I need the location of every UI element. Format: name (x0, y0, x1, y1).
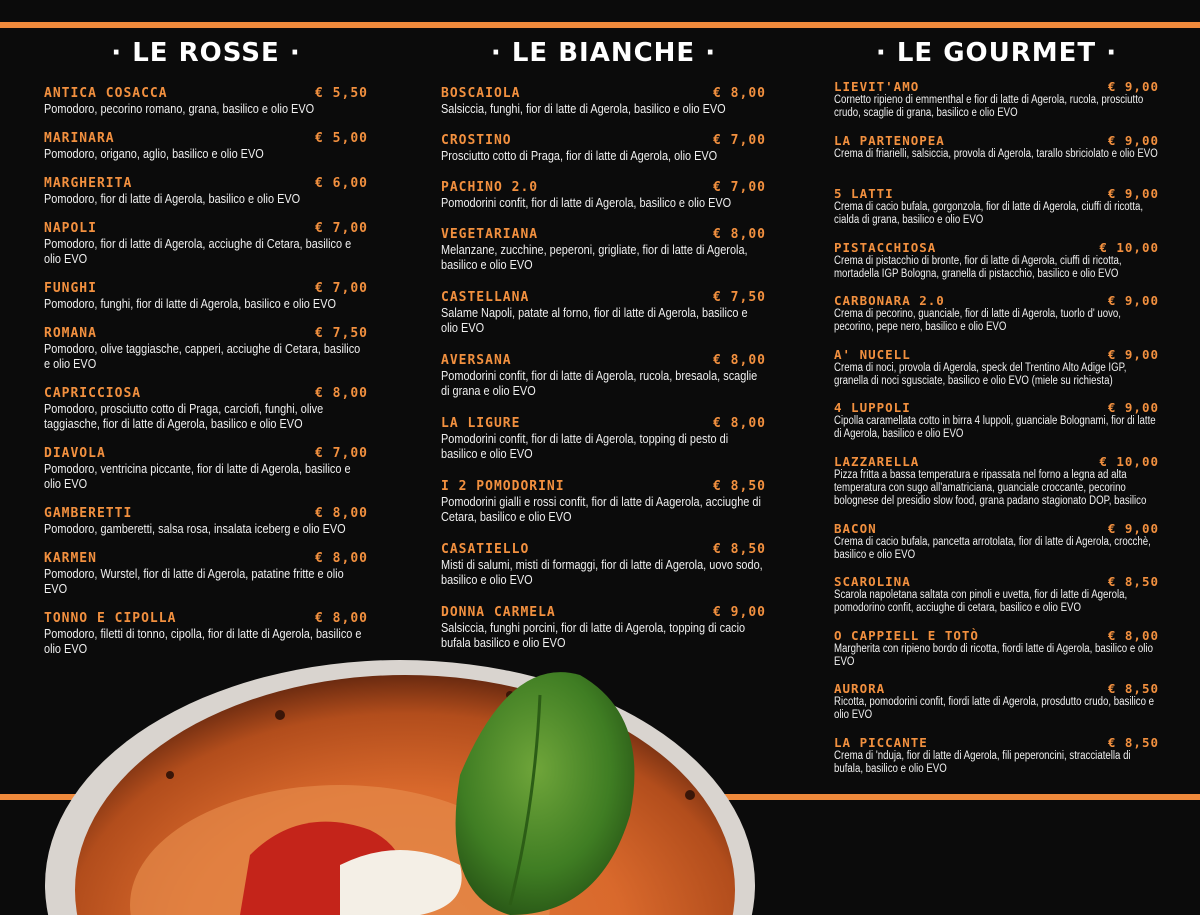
item-description: Pomodorini confit, fior di latte di Agerola, topping di pesto di basilico e olio EVO (441, 431, 729, 461)
item-name: FUNGHI (44, 281, 97, 296)
item-description: Crema di 'nduja, fior di latte di Agerola, fili peperoncini, stracciatella di bufala, basilico e olio EVO (834, 749, 1131, 775)
item-price: € 5,00 (315, 131, 368, 146)
item-price: € 9,00 (1107, 186, 1159, 201)
menu-item (44, 611, 368, 671)
item-name: LA LIGURE (441, 416, 521, 431)
item-name: LAZZARELLA (834, 453, 920, 469)
item-price: € 8,00 (315, 386, 368, 401)
item-price: € 8,50 (713, 479, 766, 494)
item-description: Pomodoro, filetti di tonno, cipolla, fior di latte di Agerola, basilico e olio EVO (44, 626, 362, 656)
item-description: Crema di pecorino, guanciale, fior di latte di Agerola, tuorlo d' uovo, pecorino, pepe nero, basilico e olio EVO (834, 308, 1121, 334)
item-name: A' NUCELL (834, 346, 911, 362)
item-description: Pomodoro, gamberetti, salsa rosa, insalata iceberg e olio EVO (44, 521, 346, 536)
item-name: MARGHERITA (44, 176, 133, 191)
item-name: CASATIELLO (441, 542, 530, 557)
item-name: DONNA CARMELA (441, 605, 556, 620)
menu-item (44, 221, 368, 281)
item-description: Pomodoro, funghi, fior di latte di Agerola, basilico e olio EVO (44, 296, 336, 311)
item-price: € 8,50 (1107, 574, 1159, 589)
item-description: Pomodorini gialli e rossi confit, fior di latte di Aagerola, acciughe di Cetara, basilico e olio EVO (441, 494, 761, 524)
item-price: € 9,00 (713, 605, 766, 620)
item-name: O CAPPIELL E TOTÒ (834, 627, 979, 643)
menu-item (834, 522, 1159, 576)
item-price: € 7,00 (315, 281, 368, 296)
item-name: PISTACCHIOSA (834, 239, 937, 255)
menu-item (834, 629, 1159, 683)
item-price: € 8,00 (315, 551, 368, 566)
item-price: € 8,00 (1107, 627, 1159, 643)
item-description: Misti di salumi, misti di formaggi, fior di latte di Agerola, uovo sodo, basilico e olio EVO (441, 557, 763, 587)
section-title: · LE BIANCHE · (490, 38, 717, 68)
item-name: LA PARTENOPEA (834, 132, 945, 148)
menu-item (44, 446, 368, 506)
item-description: Crema di cacio bufala, gorgonzola, fior di latte di Agerola, ciuffi di ricotta, cialda di grana, basilico e olio EVO (834, 201, 1144, 227)
item-name: DIAVOLA (44, 446, 106, 461)
item-price: € 7,00 (713, 133, 766, 148)
item-price: € 8,00 (713, 416, 766, 431)
item-price: € 8,00 (315, 506, 368, 521)
item-price: € 9,00 (1107, 520, 1159, 536)
item-name: ROMANA (44, 326, 97, 341)
item-name: BACON (834, 520, 877, 536)
menu-item (834, 80, 1159, 134)
menu-item (44, 176, 368, 221)
item-price: € 9,00 (1107, 400, 1159, 415)
item-description: Pomodoro, fior di latte di Agerola, acciughe di Cetara, basilico e olio EVO (44, 236, 352, 266)
item-name: KARMEN (44, 551, 97, 566)
item-description: Crema di pistacchio di bronte, fior di latte di Agerola, ciuffi di ricotta, mortadella IGP Bologna, granella di pistacchio, basilico e olio EVO (834, 254, 1122, 280)
item-name: AURORA (834, 681, 886, 696)
item-description: Pomodoro, ventricina piccante, fior di latte di Agerola, basilico e olio EVO (44, 461, 351, 491)
item-name: CROSTINO (441, 133, 512, 148)
item-price: € 6,00 (315, 176, 368, 191)
item-description: Salsiccia, funghi porcini, fior di latte di Agerola, topping di cacio bufala basilico e olio EVO (441, 620, 746, 650)
item-price: € 7,00 (713, 180, 766, 195)
menu-item (441, 479, 766, 542)
menu-item (834, 187, 1159, 241)
item-price: € 9,00 (1107, 293, 1159, 308)
item-price: € 8,50 (1107, 681, 1159, 696)
item-price: € 8,00 (713, 227, 766, 242)
item-name: LA PICCANTE (834, 734, 928, 750)
menu-item (441, 416, 766, 479)
item-description: Pomodoro, olive taggiasche, capperi, acciughe di Cetara, basilico e olio EVO (44, 341, 361, 371)
item-price: € 5,50 (315, 86, 368, 101)
menu-item (834, 575, 1159, 629)
item-description: Pizza fritta a bassa temperatura e ripassata nel forno a legna ad alta temperatura con sugo all'amatriciana, guanciale croccante, pecorino bolognese del presidio slow food, grana padano stagionato DOP, basilico (834, 468, 1147, 508)
item-price: € 8,50 (1107, 734, 1159, 750)
menu-item (834, 294, 1159, 348)
item-name: BOSCAIOLA (441, 86, 521, 101)
menu-item (44, 326, 368, 386)
menu-item (834, 134, 1159, 188)
item-description: Prosciutto cotto di Praga, fior di latte di Agerola, olio EVO (441, 148, 718, 163)
menu-item (44, 281, 368, 326)
item-name: SCAROLINA (834, 574, 911, 589)
menu-item (441, 605, 766, 668)
menu-item (441, 290, 766, 353)
item-price: € 8,00 (315, 611, 368, 626)
item-description: Crema di friarielli, salsiccia, provola di Agerola, tarallo sbriciolato e olio EVO (834, 147, 1158, 160)
menu-item (441, 180, 766, 227)
section-le-bianche (441, 36, 766, 668)
item-price: € 7,50 (713, 290, 766, 305)
menu-item (834, 348, 1159, 402)
menu-item (441, 86, 766, 133)
item-name: MARINARA (44, 131, 115, 146)
section-le-rosse (44, 36, 368, 671)
item-price: € 10,00 (1099, 453, 1159, 469)
menu-item (441, 133, 766, 180)
section-title: · LE GOURMET · (875, 38, 1118, 68)
item-price: € 7,00 (315, 446, 368, 461)
item-price: € 8,00 (713, 86, 766, 101)
item-price: € 10,00 (1099, 239, 1159, 255)
item-description: Pomodorini confit, fior di latte di Agerola, basilico e olio EVO (441, 195, 732, 210)
section-le-gourmet (834, 36, 1159, 789)
menu-item (44, 506, 368, 551)
item-price: € 8,50 (713, 542, 766, 557)
item-description: Pomodoro, Wurstel, fior di latte di Agerola, patatine fritte e olio EVO (44, 566, 344, 596)
item-name: TONNO E CIPOLLA (44, 611, 177, 626)
item-description: Pomodoro, origano, aglio, basilico e olio EVO (44, 146, 264, 161)
menu-item (44, 86, 368, 131)
item-name: CARBONARA 2.0 (834, 293, 945, 308)
item-description: Pomodoro, prosciutto cotto di Praga, carciofi, funghi, olive taggiasche, fior di latte di Agerola, basilico e olio EVO (44, 401, 324, 431)
menu-item (834, 455, 1159, 522)
item-description: Pomodorini confit, fior di latte di Agerola, rucola, bresaola, scaglie di grana e olio EVO (441, 368, 758, 398)
menu-item (441, 353, 766, 416)
item-description: Salsiccia, funghi, fior di latte di Agerola, basilico e olio EVO (441, 101, 726, 116)
item-name: LIEVIT'AMO (834, 79, 920, 94)
item-description: Scarola napoletana saltata con pinoli e uvetta, fior di latte di Agerola, pomodorino confit, acciughe di cetara, basilico e olio EVO (834, 589, 1128, 615)
section-title: · LE ROSSE · (111, 38, 301, 68)
item-description: Salame Napoli, patate al forno, fior di latte di Agerola, basilico e olio EVO (441, 305, 748, 335)
item-price: € 7,00 (315, 221, 368, 236)
menu-item (834, 736, 1159, 790)
menu-item (441, 542, 766, 605)
menu-item (441, 227, 766, 290)
item-name: VEGETARIANA (441, 227, 539, 242)
item-price: € 9,00 (1107, 79, 1159, 94)
item-description: Pomodoro, pecorino romano, grana, basilico e olio EVO (44, 101, 315, 116)
item-description: Crema di cacio bufala, pancetta arrotolata, fior di latte di Agerola, crocchè, basilico e olio EVO (834, 535, 1151, 561)
menu-item (44, 131, 368, 176)
menu-item (834, 401, 1159, 455)
item-name: NAPOLI (44, 221, 97, 236)
top-accent-band (0, 22, 1200, 28)
item-description: Melanzane, zucchine, peperoni, grigliate, fior di latte di Agerola, basilico e olio EVO (441, 242, 748, 272)
menu-item (834, 241, 1159, 295)
item-price: € 9,00 (1107, 346, 1159, 362)
item-name: 4 LUPPOLI (834, 400, 911, 415)
item-description: Ricotta, pomodorini confit, fiordi latte di Agerola, prosdutto crudo, basilico e olio EVO (834, 696, 1155, 722)
item-price: € 7,50 (315, 326, 368, 341)
item-price: € 8,00 (713, 353, 766, 368)
item-name: GAMBERETTI (44, 506, 133, 521)
item-price: € 9,00 (1107, 132, 1159, 148)
menu-item (44, 551, 368, 611)
item-description: Cornetto ripieno di emmenthal e fior di latte di Agerola, rucola, prosciutto crudo, scaglie di grana, basilico e olio EVO (834, 94, 1144, 120)
menu-item (44, 386, 368, 446)
item-description: Crema di noci, provola di Agerola, speck del Trentino Alto Adige IGP, granella di noci sgusciate, basilico e olio EVO (miele su richiesta) (834, 361, 1127, 387)
item-description: Cipolla caramellata cotto in birra 4 luppoli, guanciale Bolognami, fior di latte di Agerola, basilico e olio EVO (834, 415, 1156, 441)
item-name: 5 LATTI (834, 186, 894, 201)
item-name: PACHINO 2.0 (441, 180, 539, 195)
item-description: Margherita con ripieno bordo di ricotta, fiordi latte di Agerola, basilico e olio EVO (834, 642, 1153, 668)
item-description: Pomodoro, fior di latte di Agerola, basilico e olio EVO (44, 191, 301, 206)
item-name: CAPRICCIOSA (44, 386, 142, 401)
item-name: AVERSANA (441, 353, 512, 368)
item-name: ANTICA COSACCA (44, 86, 168, 101)
item-name: I 2 POMODORINI (441, 479, 565, 494)
menu-item (834, 682, 1159, 736)
item-name: CASTELLANA (441, 290, 530, 305)
pizza-image (40, 655, 760, 915)
